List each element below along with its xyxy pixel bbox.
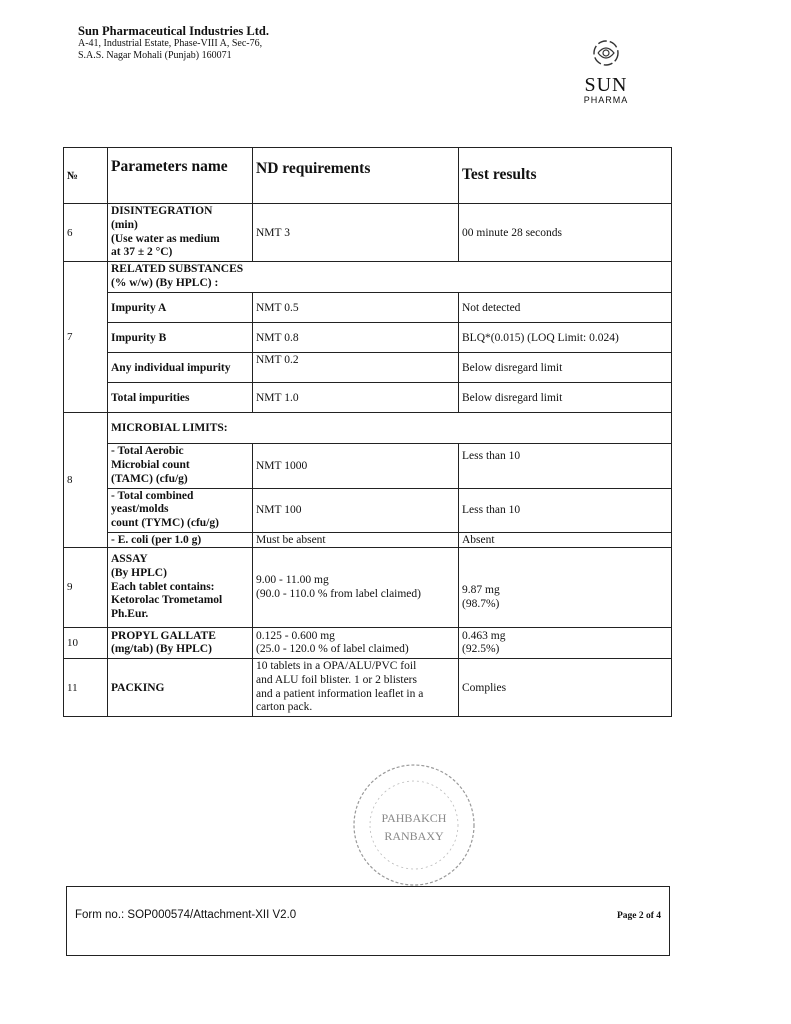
result-cell: Below disregard limit (459, 353, 672, 383)
header-results: Test results (459, 148, 672, 204)
row-number: 9 (64, 547, 108, 627)
row-number: 7 (64, 262, 108, 413)
parameter-cell (108, 547, 253, 627)
sun-swirl-icon (590, 38, 622, 68)
parameter-cell (108, 488, 253, 532)
table-row (64, 204, 672, 262)
result-cell: Less than 10 (459, 444, 672, 488)
requirement-cell (253, 627, 459, 658)
result-line: (92.5%) (462, 642, 500, 655)
parameter-cell: Total impurities (108, 383, 253, 413)
table-row (64, 413, 672, 444)
table-row (64, 532, 672, 547)
parameter-line: (Use water as medium (111, 232, 220, 245)
requirement-line: 9.00 - 11.00 mg (256, 574, 329, 587)
parameter-line: (mg/tab) (By HPLC) (111, 642, 212, 655)
logo-subtext: PHARMA (583, 95, 629, 105)
requirement-cell: NMT 100 (253, 488, 459, 532)
parameter-cell (108, 627, 253, 658)
parameter-cell: Any individual impurity (108, 353, 253, 383)
requirement-cell: NMT 0.2 (253, 353, 459, 383)
table-row (64, 658, 672, 716)
table-row (64, 383, 672, 413)
requirement-line: (90.0 - 110.0 % from label claimed) (256, 588, 421, 601)
table-row (64, 262, 672, 293)
parameter-cell: - E. coli (per 1.0 g) (108, 532, 253, 547)
result-cell: Not detected (459, 293, 672, 323)
table-row (64, 444, 672, 488)
header-number: № (64, 148, 108, 204)
requirement-cell: NMT 3 (253, 204, 459, 262)
company-name: Sun Pharmaceutical Industries Ltd. (78, 24, 269, 38)
company-stamp (344, 760, 484, 890)
requirement-line: 10 tablets in a OPA/ALU/PVC foil (256, 659, 417, 672)
parameter-line: yeast/molds (111, 503, 169, 516)
table-row (64, 323, 672, 353)
row-number: 8 (64, 413, 108, 548)
parameter-line: - Total Aerobic (111, 445, 184, 458)
section-title-line: (% w/w) (By HPLC) : (111, 277, 219, 290)
result-cell: BLQ*(0.015) (LOQ Limit: 0.024) (459, 323, 672, 353)
result-cell: Less than 10 (459, 488, 672, 532)
result-cell: 00 minute 28 seconds (459, 204, 672, 262)
parameter-line: PROPYL GALLATE (111, 629, 216, 642)
parameter-line: - Total combined (111, 489, 194, 502)
table-row (64, 627, 672, 658)
parameter-line: at 37 ± 2 °C) (111, 246, 173, 259)
page-number: Page 2 of 4 (616, 911, 661, 921)
parameter-line: DISINTEGRATION (111, 205, 213, 217)
parameter-cell: Impurity B (108, 323, 253, 353)
parameter-line: Microbial count (111, 458, 190, 471)
result-cell (459, 627, 672, 658)
result-cell (459, 547, 672, 627)
parameter-line: Ph.Eur. (111, 608, 149, 621)
company-header (78, 24, 269, 61)
section-title: MICROBIAL LIMITS: (108, 413, 672, 444)
parameter-cell: PACKING (108, 658, 253, 716)
parameter-cell: Impurity A (108, 293, 253, 323)
form-footer (66, 886, 670, 956)
row-number: 6 (64, 204, 108, 262)
requirement-cell: NMT 1000 (253, 444, 459, 488)
result-line: 9.87 mg (462, 583, 500, 596)
requirement-line: and ALU foil blister. 1 or 2 blisters (256, 673, 417, 686)
section-title (108, 262, 672, 293)
result-cell: Below disregard limit (459, 383, 672, 413)
table-row (64, 353, 672, 383)
stamp-line2: RANBAXY (384, 829, 444, 843)
table-row (64, 293, 672, 323)
parameter-line: Each tablet contains: (111, 580, 215, 593)
result-cell: Complies (459, 658, 672, 716)
requirement-cell: NMT 0.8 (253, 323, 459, 353)
parameter-line: (TAMC) (cfu/g) (111, 472, 188, 485)
header-requirements: ND requirements (253, 148, 459, 204)
parameter-line: Ketorolac Trometamol (111, 594, 223, 607)
row-number: 11 (64, 658, 108, 716)
table-header-row (64, 148, 672, 204)
requirement-line: and a patient information leaflet in a (256, 687, 424, 700)
requirement-line: (25.0 - 120.0 % of label claimed) (256, 642, 409, 655)
requirement-cell (253, 658, 459, 716)
row-number: 10 (64, 627, 108, 658)
section-title-line: RELATED SUBSTANCES (111, 263, 244, 276)
stamp-line1: PAHBAKCH (381, 811, 447, 825)
parameter-line: count (TYMC) (cfu/g) (111, 517, 219, 530)
requirement-line: carton pack. (256, 701, 313, 714)
requirement-cell: NMT 1.0 (253, 383, 459, 413)
company-address-line2: S.A.S. Nagar Mohali (Punjab) 160071 (78, 49, 232, 61)
parameter-line: ASSAY (111, 552, 148, 565)
result-cell: Absent (459, 532, 672, 547)
logo-text: SUN (584, 74, 628, 96)
parameter-cell (108, 444, 253, 488)
requirement-cell (253, 547, 459, 627)
result-line: (98.7%) (462, 597, 500, 610)
header-parameters: Parameters name (108, 148, 253, 204)
form-number: Form no.: SOP000574/Attachment-XII V2.0 (75, 909, 297, 921)
table-row (64, 488, 672, 532)
requirement-cell: Must be absent (253, 532, 459, 547)
requirement-line: 0.125 - 0.600 mg (256, 629, 335, 642)
result-line: 0.463 mg (462, 629, 506, 642)
parameter-line: (min) (111, 218, 138, 231)
sun-pharma-logo (576, 38, 636, 105)
test-results-table (63, 147, 672, 717)
requirement-cell: NMT 0.5 (253, 293, 459, 323)
parameter-cell (108, 204, 253, 262)
company-address-line1: A-41, Industrial Estate, Phase-VIII A, Sec-76, (78, 38, 263, 50)
table-row (64, 547, 672, 627)
parameter-line: (By HPLC) (111, 566, 167, 579)
